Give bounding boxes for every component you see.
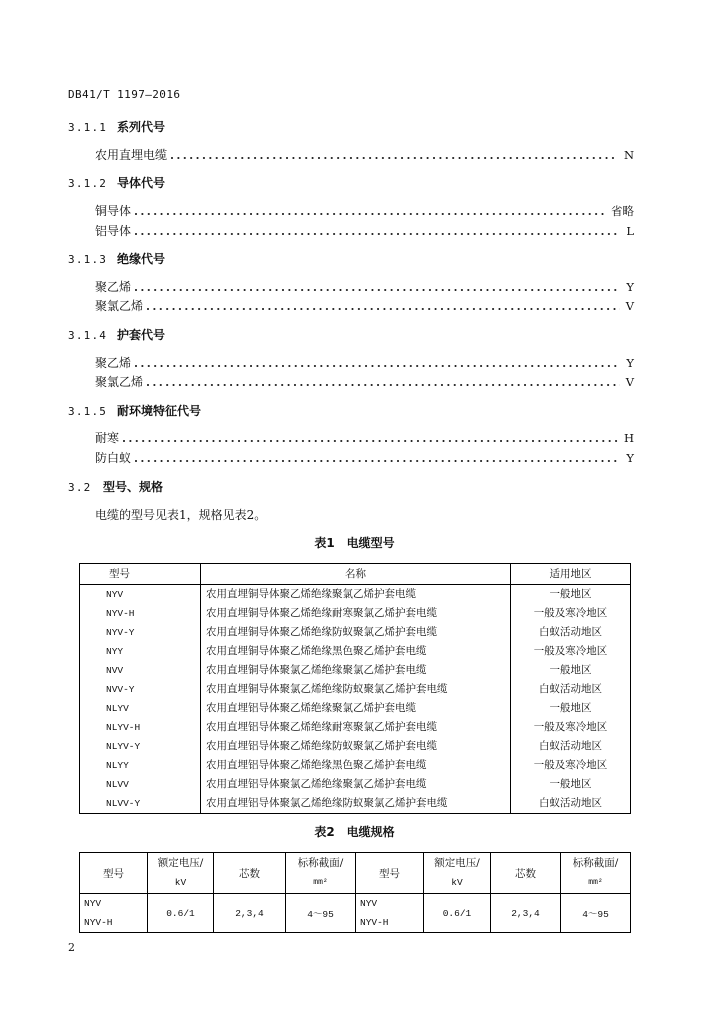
- model-cell: NYY: [80, 642, 201, 661]
- header-text: 额定电压/: [157, 857, 204, 869]
- table-title: 电缆规格: [346, 825, 395, 839]
- table-row: [80, 585, 631, 605]
- column-header-name: 名称: [201, 564, 511, 585]
- region-cell: 一般及寒冷地区: [511, 642, 631, 661]
- table-row: [80, 894, 631, 933]
- model-cell: NYV: [80, 585, 201, 605]
- model-cell: [80, 894, 148, 933]
- column-header-cores: 芯数: [491, 853, 561, 894]
- code-definition-row: [95, 223, 634, 239]
- rated-voltage-cell: 0.6/1: [424, 894, 491, 933]
- section-title: 型号、规格: [103, 480, 164, 494]
- cores-cell: 2,3,4: [214, 894, 286, 933]
- model-cell: NLYY: [80, 756, 201, 775]
- column-header-model: 型号: [80, 853, 148, 894]
- model-cell: NLYV-Y: [80, 737, 201, 756]
- table-header-row: [80, 564, 631, 585]
- dot-leader: [135, 289, 620, 291]
- section-title: 耐环境特征代号: [117, 404, 202, 418]
- table-row: [80, 756, 631, 775]
- code-value: H: [623, 431, 634, 445]
- table-title: 电缆型号: [346, 536, 395, 550]
- code-label: 聚氯乙烯: [95, 299, 144, 313]
- table-row: [80, 642, 631, 661]
- region-cell: 白蚁活动地区: [511, 794, 631, 814]
- header-unit: kV: [451, 877, 463, 888]
- table-header-row: [80, 853, 631, 894]
- code-label: 聚乙烯: [95, 356, 132, 370]
- column-header-nominal-section: [286, 853, 356, 894]
- section-heading: [68, 327, 165, 344]
- code-value: Y: [626, 356, 634, 370]
- model-cell: NLVV-Y: [80, 794, 201, 814]
- column-header-nominal-section: [561, 853, 631, 894]
- cable-specification-table: [79, 852, 631, 933]
- name-cell: 农用直埋铜导体聚氯乙烯绝缘防蚁聚氯乙烯护套电缆: [201, 680, 511, 699]
- header-text: 额定电压/: [434, 857, 480, 869]
- region-cell: 一般地区: [511, 661, 631, 680]
- model-cell: [356, 894, 424, 933]
- nominal-section-cell: 4～95: [286, 894, 356, 933]
- region-cell: 白蚁活动地区: [511, 737, 631, 756]
- section-title: 系列代号: [117, 120, 166, 134]
- table-row: [80, 661, 631, 680]
- header-text: 标称截面/: [297, 857, 344, 869]
- header-unit: mm²: [588, 878, 603, 887]
- model-cell: NYV-Y: [80, 623, 201, 642]
- name-cell: 农用直埋铜导体聚氯乙烯绝缘聚氯乙烯护套电缆: [201, 661, 511, 680]
- header-unit: kV: [174, 877, 187, 888]
- model-cell: NVV-Y: [80, 680, 201, 699]
- section-number: 3.2: [68, 481, 92, 494]
- code-label: 耐寒: [95, 431, 120, 445]
- model-code: NYV-H: [360, 917, 389, 928]
- nominal-section-cell: 4～95: [561, 894, 631, 933]
- region-cell: 一般地区: [511, 699, 631, 718]
- code-definition-row: [95, 203, 634, 219]
- code-definition-row: [95, 430, 634, 446]
- region-cell: 一般及寒冷地区: [511, 756, 631, 775]
- code-definition-row: [95, 298, 634, 314]
- cores-cell: 2,3,4: [491, 894, 561, 933]
- code-value: L: [626, 224, 634, 238]
- table-row: [80, 794, 631, 814]
- dot-leader: [135, 460, 620, 462]
- code-label: 防白蚁: [95, 451, 132, 465]
- name-cell: 农用直埋铝导体聚氯乙烯绝缘聚氯乙烯护套电缆: [201, 775, 511, 794]
- model-code: NYV: [84, 898, 102, 909]
- table-row: [80, 718, 631, 737]
- region-cell: 一般地区: [511, 585, 631, 605]
- name-cell: 农用直埋铜导体聚乙烯绝缘聚氯乙烯护套电缆: [201, 585, 511, 605]
- body-paragraph: 电缆的型号见表1，规格见表2。: [95, 508, 267, 522]
- name-cell: 农用直埋铝导体聚氯乙烯绝缘防蚁聚氯乙烯护套电缆: [201, 794, 511, 814]
- section-number: 3.1.2: [68, 177, 108, 190]
- dot-leader: [135, 213, 605, 215]
- section-heading: [68, 119, 165, 136]
- dot-leader: [135, 233, 620, 235]
- column-header-rated-voltage: [148, 853, 214, 894]
- header-unit: mm²: [313, 878, 328, 887]
- column-header-model: 型号: [80, 564, 201, 585]
- code-value: 省略: [611, 204, 634, 218]
- code-value: V: [625, 375, 634, 389]
- code-label: 铜导体: [95, 204, 132, 218]
- table-row: [80, 680, 631, 699]
- column-header-model: 型号: [356, 853, 424, 894]
- region-cell: 白蚁活动地区: [511, 623, 631, 642]
- document-code: DB41/T 1197—2016: [68, 88, 181, 101]
- section-number: 3.1.4: [68, 329, 108, 342]
- code-value: Y: [626, 451, 634, 465]
- name-cell: 农用直埋铜导体聚乙烯绝缘防蚁聚氯乙烯护套电缆: [201, 623, 511, 642]
- dot-leader: [147, 384, 620, 386]
- table-row: [80, 623, 631, 642]
- table-row: [80, 737, 631, 756]
- name-cell: 农用直埋铝导体聚乙烯绝缘防蚁聚氯乙烯护套电缆: [201, 737, 511, 756]
- section-number: 3.1.1: [68, 121, 108, 134]
- model-cell: NVV: [80, 661, 201, 680]
- rated-voltage-cell: 0.6/1: [148, 894, 214, 933]
- page-number: 2: [68, 941, 75, 954]
- name-cell: 农用直埋铜导体聚乙烯绝缘黑色聚乙烯护套电缆: [201, 642, 511, 661]
- section-heading: [68, 175, 165, 192]
- code-definition-row: [95, 355, 634, 371]
- code-definition-row: [95, 450, 634, 466]
- name-cell: 农用直埋铜导体聚乙烯绝缘耐寒聚氯乙烯护套电缆: [201, 604, 511, 623]
- section-title: 绝缘代号: [117, 252, 166, 266]
- code-label: 农用直埋电缆: [95, 148, 168, 162]
- name-cell: 农用直埋铝导体聚乙烯绝缘耐寒聚氯乙烯护套电缆: [201, 718, 511, 737]
- model-cell: NYV-H: [80, 604, 201, 623]
- code-value: Y: [626, 280, 634, 294]
- table-row: [80, 604, 631, 623]
- name-cell: 农用直埋铝导体聚乙烯绝缘黑色聚乙烯护套电缆: [201, 756, 511, 775]
- dot-leader: [147, 308, 620, 310]
- code-definition-row: [95, 374, 634, 390]
- name-cell: 农用直埋铝导体聚乙烯绝缘聚氯乙烯护套电缆: [201, 699, 511, 718]
- section-title: 护套代号: [117, 328, 166, 342]
- code-value: N: [623, 148, 634, 162]
- section-heading: [68, 403, 201, 420]
- table-row: [80, 775, 631, 794]
- section-heading: [68, 251, 165, 268]
- section-title: 导体代号: [117, 176, 166, 190]
- cable-model-table: [79, 563, 631, 814]
- model-code: NYV-H: [84, 917, 113, 928]
- section-number: 3.1.5: [68, 405, 108, 418]
- model-cell: NLVV: [80, 775, 201, 794]
- column-header-region: 适用地区: [511, 564, 631, 585]
- code-definition-row: [95, 147, 634, 163]
- column-header-rated-voltage: [424, 853, 491, 894]
- section-number: 3.1.3: [68, 253, 108, 266]
- code-label: 聚氯乙烯: [95, 375, 144, 389]
- dot-leader: [123, 440, 618, 442]
- table-number: 表2: [314, 825, 335, 839]
- model-cell: NLYV-H: [80, 718, 201, 737]
- model-cell: NLYV: [80, 699, 201, 718]
- code-definition-row: [95, 279, 634, 295]
- table-row: [80, 699, 631, 718]
- table-number: 表1: [314, 536, 335, 550]
- table-caption: [79, 535, 630, 551]
- section-heading: [68, 479, 163, 496]
- region-cell: 一般地区: [511, 775, 631, 794]
- model-code: NYV: [360, 898, 378, 909]
- dot-leader: [171, 157, 618, 159]
- code-label: 聚乙烯: [95, 280, 132, 294]
- header-text: 标称截面/: [572, 857, 619, 869]
- dot-leader: [135, 365, 620, 367]
- code-value: V: [625, 299, 634, 313]
- column-header-cores: 芯数: [214, 853, 286, 894]
- table-caption: [79, 824, 630, 840]
- region-cell: 一般及寒冷地区: [511, 604, 631, 623]
- region-cell: 一般及寒冷地区: [511, 718, 631, 737]
- code-label: 铝导体: [95, 224, 132, 238]
- region-cell: 白蚁活动地区: [511, 680, 631, 699]
